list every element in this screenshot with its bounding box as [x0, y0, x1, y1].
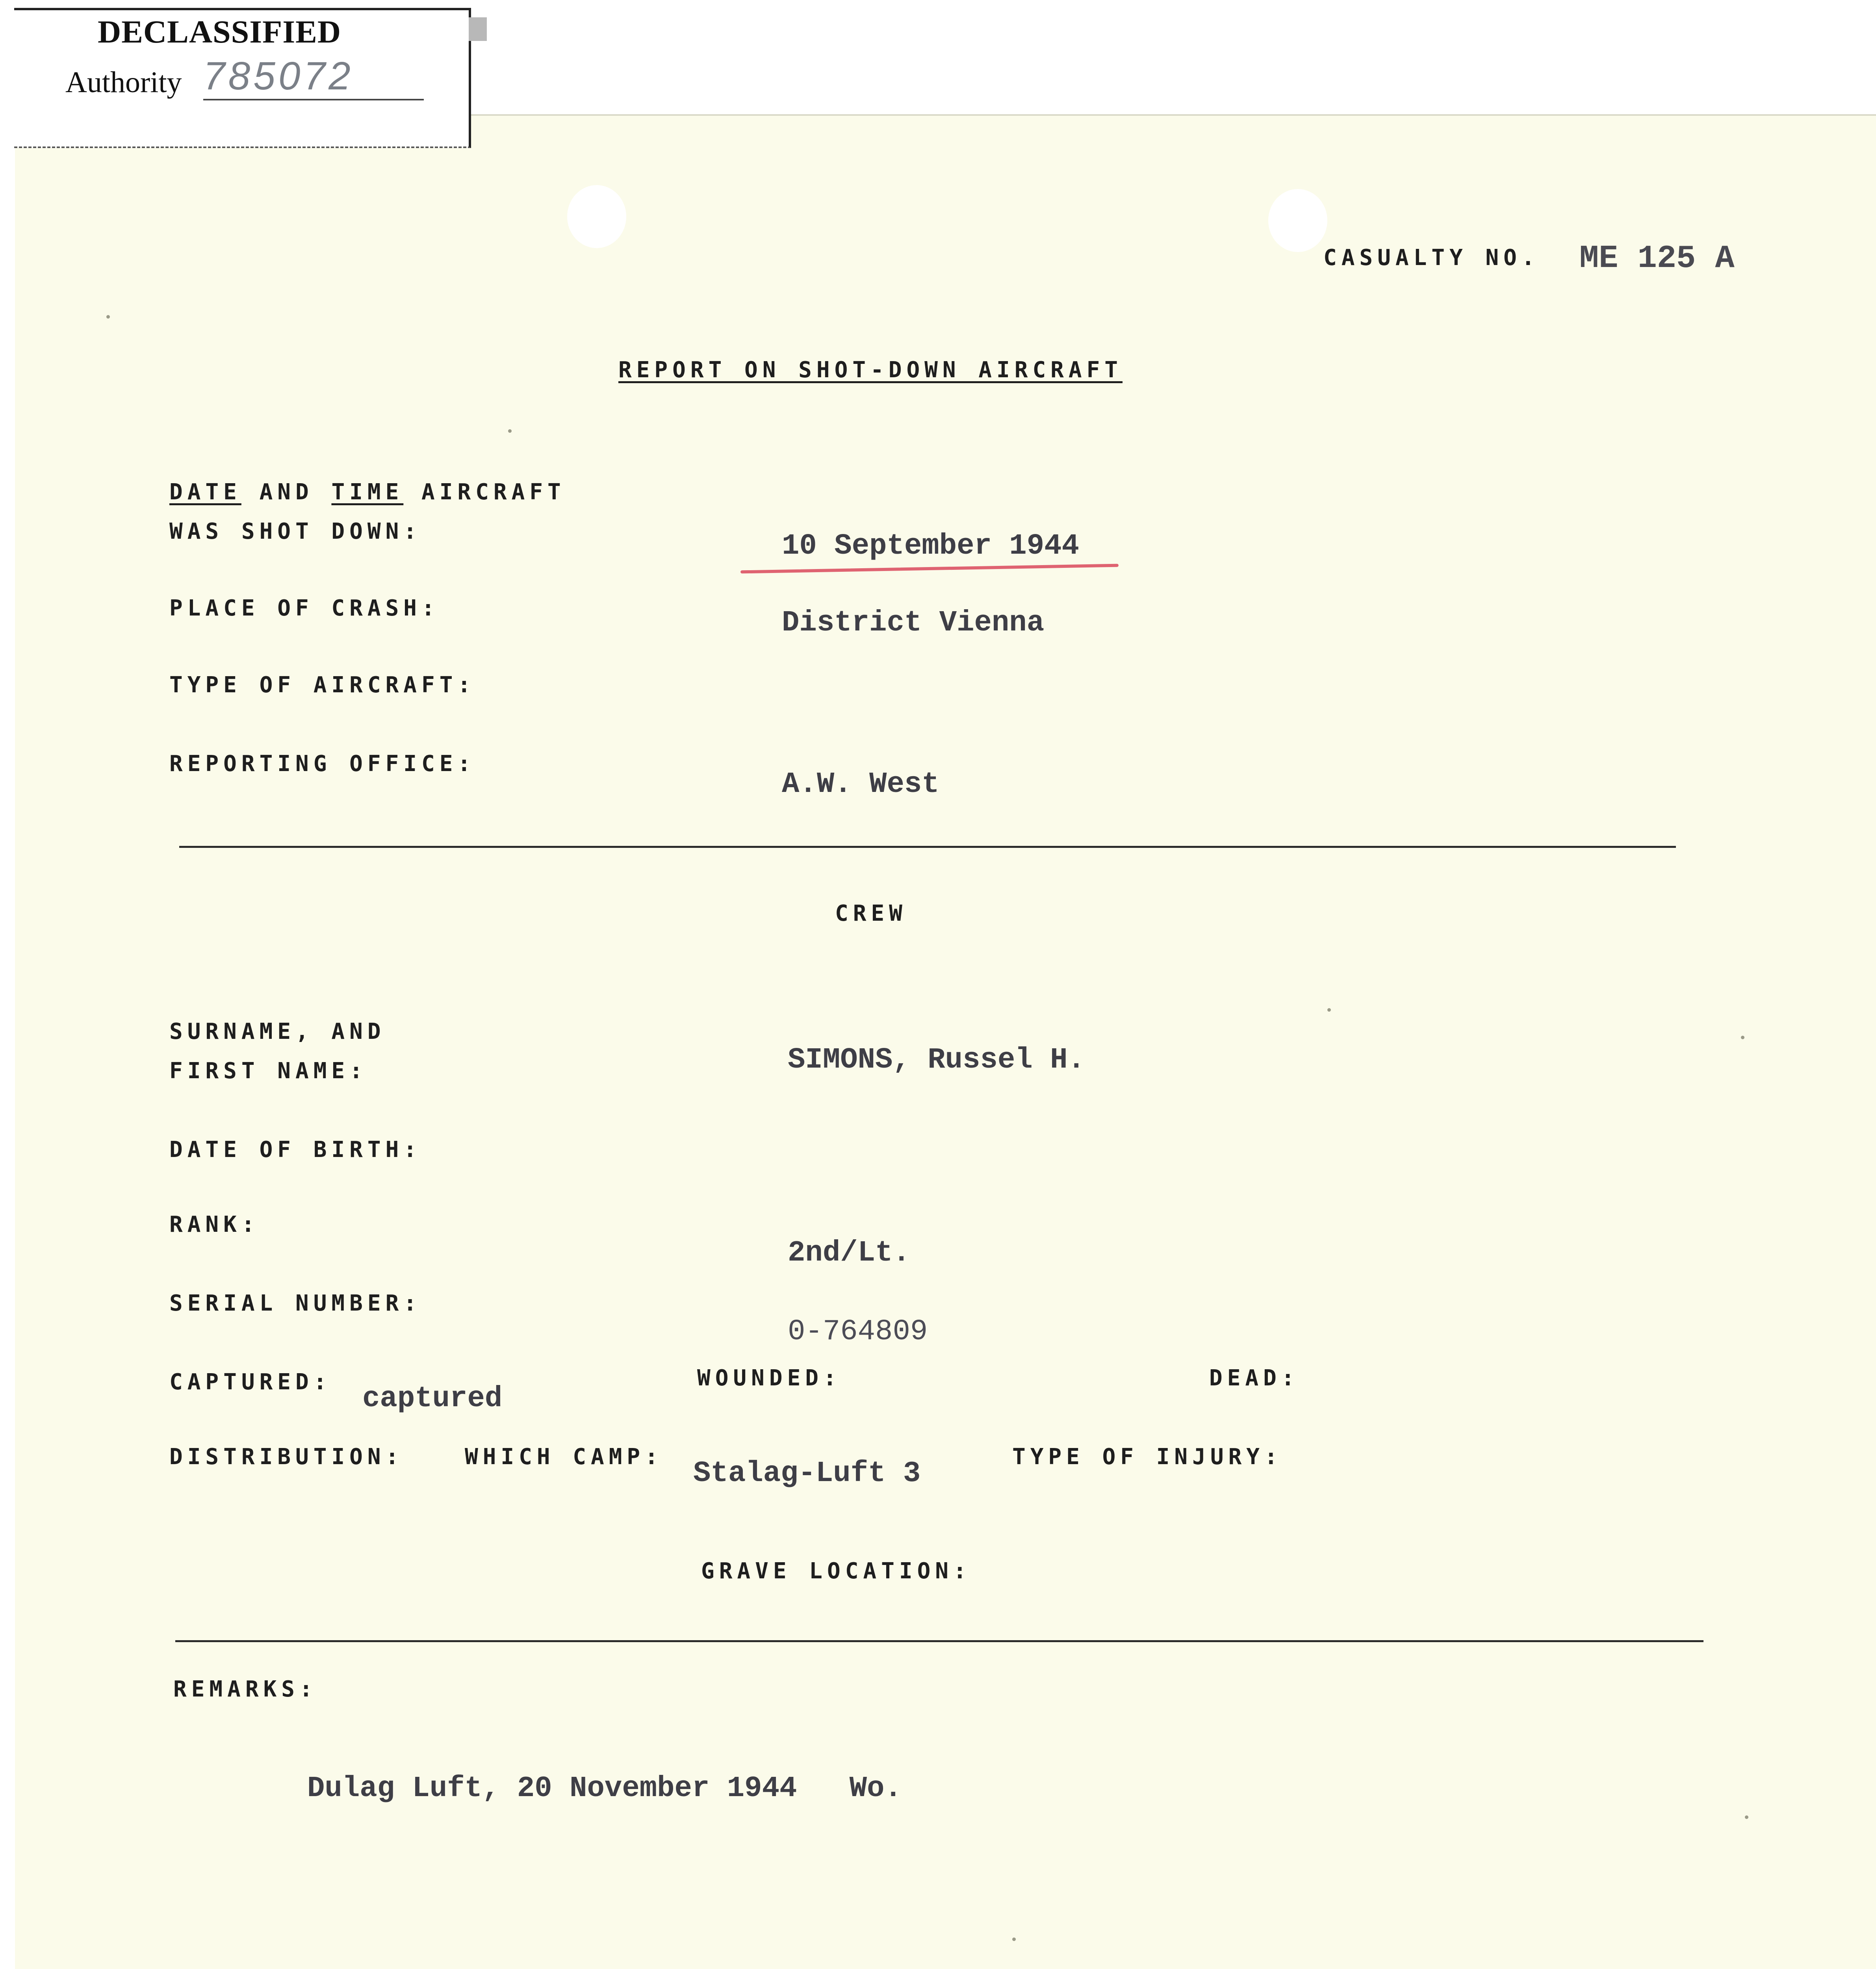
serial-number-label: SERIAL NUMBER:: [169, 1290, 422, 1316]
reporting-office-label: REPORTING OFFICE:: [169, 751, 476, 777]
paper-speck: [1327, 1008, 1331, 1012]
rank-label: RANK:: [169, 1212, 260, 1237]
punch-hole-right: [1268, 189, 1327, 252]
date-time-label: [169, 473, 566, 512]
reporting-office-value: A.W. West: [782, 768, 939, 801]
grave-location-label: GRAVE LOCATION:: [701, 1558, 971, 1584]
distribution-label: DISTRIBUTION:: [169, 1444, 404, 1470]
punch-hole-left: [567, 185, 626, 248]
stamp-authority-label: Authority: [65, 66, 182, 99]
first-name-label: FIRST NAME:: [169, 1058, 367, 1084]
and-word: AND: [259, 479, 314, 505]
date-of-birth-label: DATE OF BIRTH:: [169, 1137, 422, 1162]
stamp-authority-value: 785072: [203, 54, 424, 100]
paper-speck: [106, 315, 110, 319]
casualty-label: CASUALTY NO.: [1323, 245, 1540, 271]
remarks-label: REMARKS:: [173, 1676, 317, 1702]
paper-speck: [508, 429, 512, 433]
surname-label: SURNAME, AND: [169, 1019, 386, 1044]
type-of-injury-label: TYPE OF INJURY:: [1012, 1444, 1282, 1470]
stamp-title: DECLASSIFIED: [98, 14, 341, 50]
rank-value: 2nd/Lt.: [788, 1237, 910, 1270]
divider-bottom: [175, 1640, 1703, 1642]
captured-label: CAPTURED:: [169, 1369, 332, 1395]
aircraft-word: AIRCRAFT: [421, 479, 566, 505]
crew-name-value: SIMONS, Russel H.: [788, 1044, 1085, 1077]
date-value: 10 September 1944: [782, 530, 1079, 563]
declassified-stamp: [14, 8, 471, 148]
remarks-value: Dulag Luft, 20 November 1944 Wo.: [307, 1772, 902, 1805]
serial-number-value: 0-764809: [788, 1315, 928, 1348]
time-word: TIME: [331, 479, 404, 505]
paper-speck: [1741, 1036, 1744, 1039]
place-of-crash-label: PLACE OF CRASH:: [169, 595, 440, 621]
wounded-label: WOUNDED:: [697, 1365, 841, 1391]
casualty-number: ME 125 A: [1579, 240, 1735, 277]
paper-speck: [1012, 1937, 1016, 1941]
stamp-tab-mark: [469, 17, 487, 41]
crew-heading: CREW: [835, 901, 907, 926]
place-of-crash-value: District Vienna: [782, 606, 1045, 640]
type-of-aircraft-label: TYPE OF AIRCRAFT:: [169, 672, 476, 698]
shot-down-label: WAS SHOT DOWN:: [169, 519, 422, 544]
report-title: REPORT ON SHOT-DOWN AIRCRAFT: [618, 357, 1123, 383]
captured-value: captured: [362, 1382, 503, 1415]
date-word: DATE: [169, 479, 241, 505]
divider-top: [179, 846, 1676, 848]
dead-label: DEAD:: [1209, 1365, 1299, 1391]
which-camp-label: WHICH CAMP:: [465, 1444, 663, 1470]
camp-value: Stalag-Luft 3: [693, 1457, 921, 1490]
paper-speck: [1745, 1815, 1748, 1819]
